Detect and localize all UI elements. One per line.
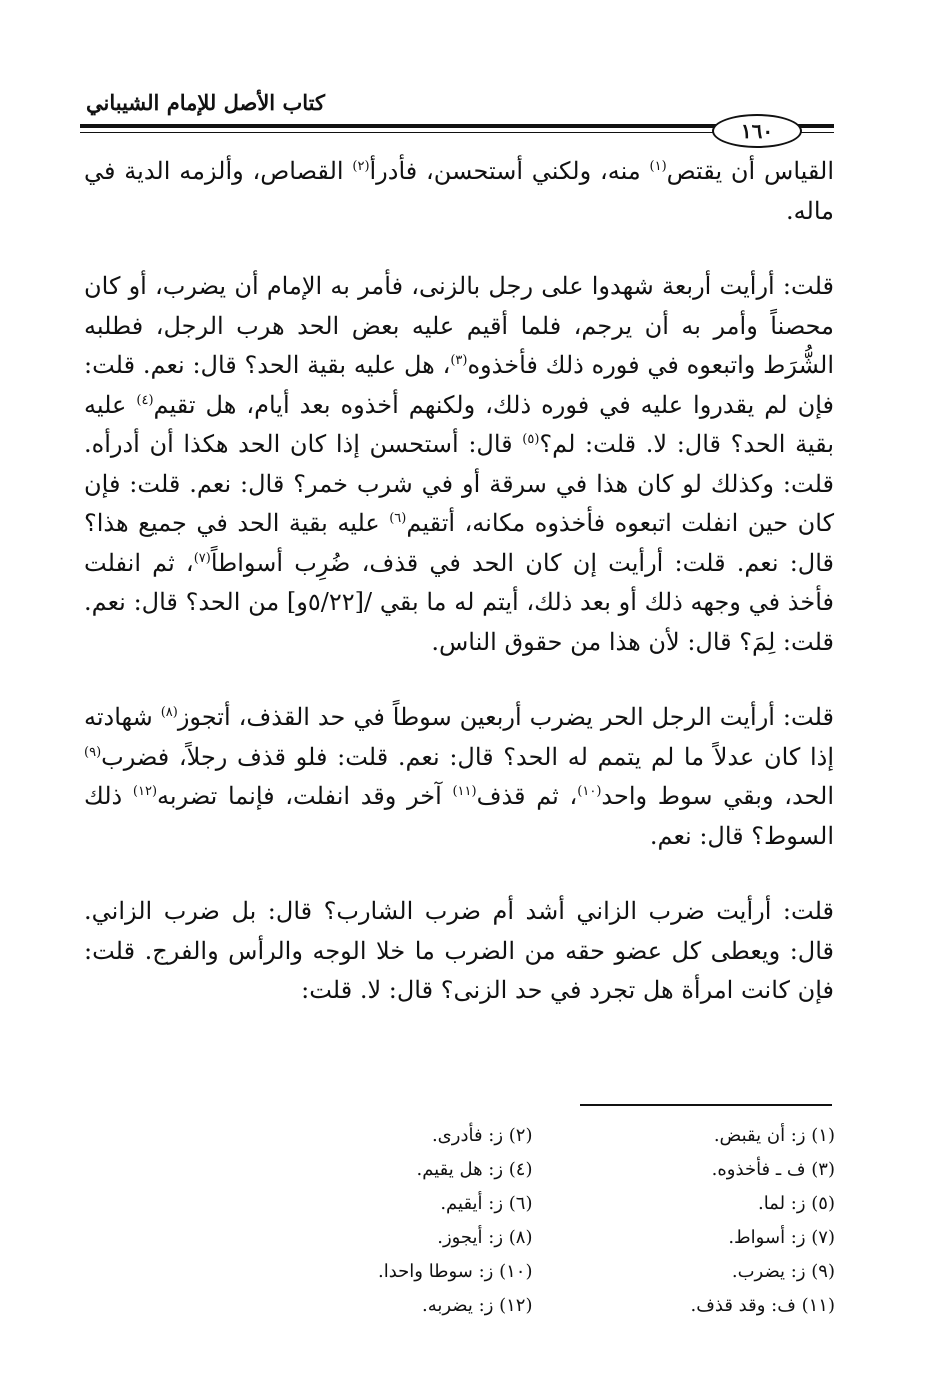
page-number-badge: ١٦٠ xyxy=(712,114,802,148)
main-text xyxy=(84,152,834,1011)
footnote-marker: (١) xyxy=(649,159,667,174)
paragraph-gap xyxy=(84,856,834,892)
footnote-item: (٥) ز: لما. xyxy=(757,1193,835,1214)
running-header-title: كتاب الأصل للإمام الشيباني xyxy=(86,90,325,115)
footnote-item: (١٢) ز: يضربه. xyxy=(421,1295,533,1316)
text-run: ، هل عليه بقية الحد؟ قال: نعم. قلت: فإن لم يقدروا عليه في فوره ذلك، ولكنهم أخذوه بعد أيام، هل تقيم xyxy=(84,351,834,419)
paragraph xyxy=(84,698,834,856)
footnote-marker: (٤) xyxy=(136,392,154,408)
text-run: شهادته إذا كان عدلاً ما لم يتمم له الحد؟ قال: نعم. قلت: فلو قذف رجلاً، فضرب xyxy=(84,703,834,771)
footnote-marker: (٦) xyxy=(389,511,407,526)
text-run: القياس أن يقتص xyxy=(666,157,834,185)
footnote-item: (٢) ز: فأدرى. xyxy=(431,1125,533,1146)
footnote-item: (٣) ف ـ فأخذوه. xyxy=(711,1159,835,1180)
footnote-marker: (١١) xyxy=(452,784,477,799)
paragraph xyxy=(84,152,834,231)
text-run: ، ثم انفلت فأخذ في وجهه ذلك أو بعد ذلك، أيتم له ما بقي /[٥/٢٢و] من الحد؟ قال: نعم. قلت: لِمَ؟ قال: لأن هذا من حقوق الناس. xyxy=(84,548,834,656)
footnote-marker: (٨) xyxy=(160,705,178,720)
text-run: عليه بقية الحد؟ قال: لا. قلت: لم؟ xyxy=(84,390,834,458)
footnote-marker: (٣) xyxy=(450,353,468,368)
footnote-separator xyxy=(580,1104,832,1106)
paragraph-gap xyxy=(84,662,834,698)
footnote-item: (٧) ز: أسواط. xyxy=(728,1227,835,1248)
footnote-marker: (٥) xyxy=(522,432,540,447)
text-run: ، ثم قذف xyxy=(476,782,578,810)
footnote-marker: (٧) xyxy=(193,550,211,566)
text-run: قلت: أرأيت أربعة شهدوا على رجل بالزنى، فأمر به الإمام أن يضرب، أو كان محصناً وأمر به أن يرجم، فلما أقيم عليه بعض الحد هرب الرجل، فطلبه الشُّرَط واتبعوه في فوره ذلك فأخذوه xyxy=(84,272,834,379)
text-run: ذلك السوط؟ قال: نعم. xyxy=(84,782,834,850)
text-run: قلت: أرأيت ضرب الزاني أشد أم ضرب الشارب؟ قال: بل ضرب الزاني. قال: ويعطى كل عضو حقه من الضرب ما خلا الوجه والرأس والفرج. قلت: فإن كانت امرأة هل تجرد في حد الزنى؟ قال: لا. قلت: xyxy=(84,897,834,1004)
text-run: القصاص، وألزمه الدية في ماله. xyxy=(84,157,834,225)
footnote-marker: (١٠) xyxy=(577,784,602,799)
footnote-item: (١١) ف: وقد قذف. xyxy=(690,1295,835,1316)
text-run: الحد، وبقي سوط واحد xyxy=(601,782,835,810)
text-run: منه، ولكني أستحسن، فأدرأ xyxy=(369,157,650,185)
paragraph xyxy=(84,892,834,1011)
text-run: آخر وقد انفلت، فإنما تضربه xyxy=(157,782,453,810)
footnote-marker: (٢) xyxy=(352,159,370,174)
paragraph-gap xyxy=(84,231,834,267)
footnote-marker: (٩) xyxy=(84,744,102,760)
footnote-marker: (١٢) xyxy=(132,784,158,799)
paragraph xyxy=(84,267,834,662)
footnotes xyxy=(260,1120,835,1322)
text-run: عليه بقية الحد في جميع هذا؟ قال: نعم. قلت: أرأيت إن كان الحد في قذف، ضُرِب أسواطاً xyxy=(84,509,835,577)
footnote-item: (٨) ز: أيجوز. xyxy=(437,1227,533,1248)
footnote-item: (٦) ز: أيقيم. xyxy=(440,1193,533,1214)
footnote-item: (٤) ز: هل يقيم. xyxy=(416,1159,533,1180)
text-run: قال: أستحسن إذا كان الحد هكذا أن أدرأه. قلت: وكذلك لو كان هذا في سرقة أو في شرب خمر؟ قال: نعم. قلت: فإن كان حين انفلت اتبعوه فأخذوه مكانه، أتقيم xyxy=(84,430,834,537)
footnote-item: (١٠) ز: سوطا واحدا. xyxy=(377,1261,533,1282)
footnote-item: (١) ز: أن يقبض. xyxy=(713,1125,835,1146)
footnote-item: (٩) ز: يضرب. xyxy=(731,1261,835,1282)
text-run: قلت: أرأيت الرجل الحر يضرب أربعين سوطاً في حد القذف، أتجوز xyxy=(177,703,834,731)
